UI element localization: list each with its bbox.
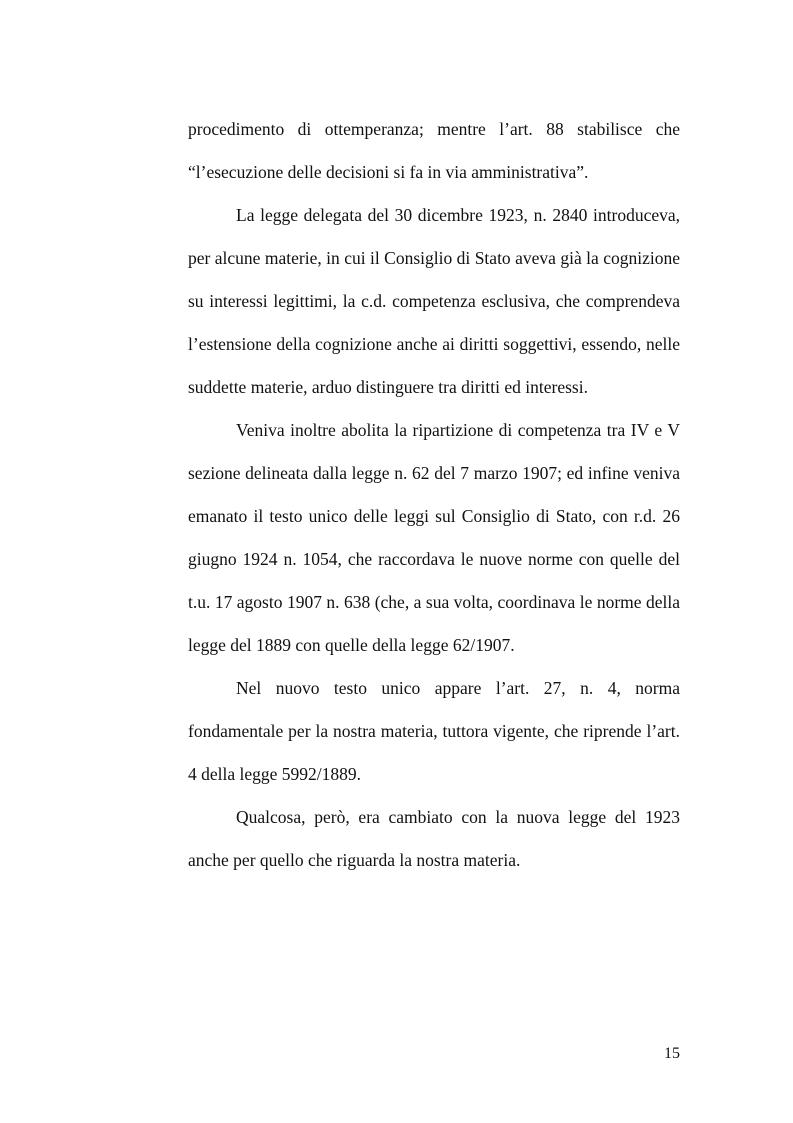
page-number: 15 — [664, 1045, 680, 1062]
paragraph-1: procedimento di ottemperanza; mentre l’art. 88 stabilisce che “l’esecuzione delle decisioni si fa in via amministrativa”. — [188, 119, 680, 182]
paragraph-2: La legge delegata del 30 dicembre 1923, n. 2840 introduceva, per alcune materie, in cui il Consiglio di Stato aveva già la cognizione su interessi legittimi, la c.d. competenza esclusiva, che comprendeva l’estensione della cognizione anche ai diritti soggettivi, essendo, nelle suddette materie, arduo distinguere tra diritti ed interessi. — [188, 205, 680, 397]
paragraph-4: Nel nuovo testo unico appare l’art. 27, n. 4, norma fondamentale per la nostra materia, tuttora vigente, che riprende l’art. 4 della legge 5992/1889. — [188, 678, 680, 784]
body-text — [188, 108, 680, 882]
paragraph-5: Qualcosa, però, era cambiato con la nuova legge del 1923 anche per quello che riguarda la nostra materia. — [188, 807, 680, 870]
paragraph-3: Veniva inoltre abolita la ripartizione di competenza tra IV e V sezione delineata dalla legge n. 62 del 7 marzo 1907; ed infine veniva emanato il testo unico delle leggi sul Consiglio di Stato, con r.d. 26 giugno 1924 n. 1054, che raccordava le nuove norme con quelle del t.u. 17 agosto 1907 n. 638 (che, a sua volta, coordinava le norme della legge del 1889 con quelle della legge 62/1907. — [188, 420, 680, 655]
